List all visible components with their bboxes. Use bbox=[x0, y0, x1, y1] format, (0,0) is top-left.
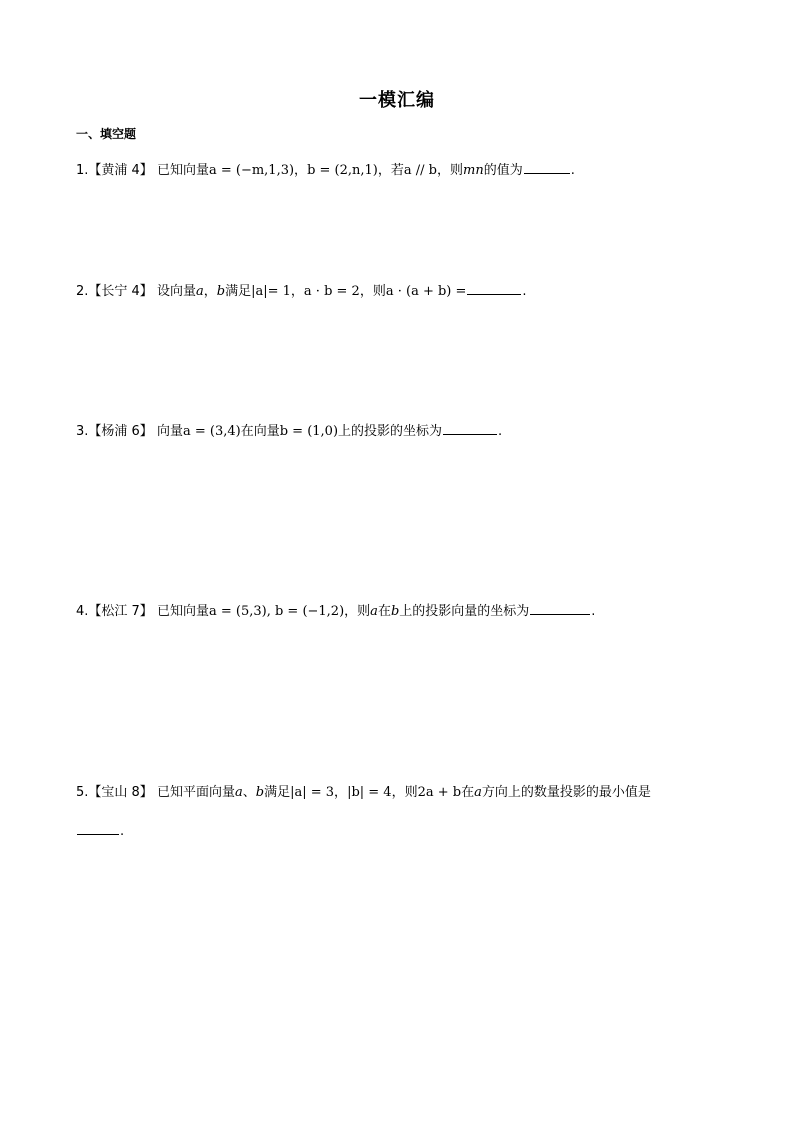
math-expression: b = (2,n,1) bbox=[307, 163, 378, 178]
math-expression: b bbox=[216, 284, 226, 299]
problem-text: ， bbox=[334, 785, 348, 800]
problem-text: ，则 bbox=[359, 284, 386, 299]
problem-source: 【松江 7】 bbox=[88, 604, 153, 619]
problem-text: 已知向量 bbox=[156, 604, 209, 619]
problem-number: 5. bbox=[76, 785, 89, 800]
answer-blank[interactable] bbox=[443, 421, 497, 435]
problem-source: 【杨浦 6】 bbox=[88, 424, 153, 439]
math-expression: a = (3,4) bbox=[182, 424, 241, 439]
math-expression: b = (1,0) bbox=[279, 424, 339, 439]
problem-text: 在 bbox=[461, 785, 475, 800]
problem-number: 2. bbox=[76, 284, 89, 299]
math-expression: a bbox=[234, 785, 243, 800]
problem-source: 【宝山 8】 bbox=[88, 785, 153, 800]
problem-text: ， bbox=[203, 284, 217, 299]
math-expression: a = (5,3), b = (−1,2) bbox=[208, 604, 345, 619]
problem-period: . bbox=[498, 424, 503, 439]
answer-blank[interactable] bbox=[467, 281, 521, 295]
math-expression: a = (−m,1,3) bbox=[208, 163, 295, 178]
problem-source: 【黄浦 4】 bbox=[88, 163, 153, 178]
math-expression: |a| = 3 bbox=[290, 785, 335, 800]
problem-text: 已知平面向量 bbox=[156, 785, 235, 800]
problem-text: ，则 bbox=[344, 604, 371, 619]
problem-1 bbox=[76, 160, 736, 181]
answer-blank[interactable] bbox=[524, 160, 570, 174]
problem-text: ，若 bbox=[377, 163, 404, 178]
problem-5 bbox=[76, 783, 736, 803]
problem-text: 上的投影向量的坐标为 bbox=[399, 604, 530, 619]
problem-text: 向量 bbox=[156, 424, 183, 439]
math-expression: 2a + b bbox=[417, 785, 462, 800]
math-expression: a · b = 2 bbox=[303, 284, 360, 299]
answer-blank[interactable] bbox=[77, 821, 119, 835]
problem-text: 在 bbox=[377, 604, 391, 619]
math-expression: a bbox=[195, 284, 204, 299]
math-expression: b bbox=[390, 604, 400, 619]
problem-number: 4. bbox=[76, 604, 89, 619]
problem-number: 1. bbox=[76, 163, 89, 178]
problem-text: ，则 bbox=[437, 163, 464, 178]
problem-5-continuation bbox=[76, 821, 124, 842]
problem-4 bbox=[76, 601, 736, 622]
problem-number: 3. bbox=[76, 424, 89, 439]
math-expression: mn bbox=[463, 163, 484, 178]
math-expression: b bbox=[255, 785, 265, 800]
problem-text: 在向量 bbox=[240, 424, 280, 439]
problem-text: ，则 bbox=[391, 785, 418, 800]
problem-text: 的值为 bbox=[483, 163, 523, 178]
problem-text: 满足 bbox=[264, 785, 291, 800]
math-expression: |b| = 4 bbox=[347, 785, 392, 800]
problem-3 bbox=[76, 421, 736, 442]
problem-text: 上的投影的坐标为 bbox=[338, 424, 443, 439]
problem-text: 满足 bbox=[225, 284, 252, 299]
problem-text: ， bbox=[290, 284, 304, 299]
math-expression: a bbox=[370, 604, 378, 619]
problem-period: . bbox=[120, 824, 125, 839]
answer-blank[interactable] bbox=[530, 601, 590, 615]
document-title: 一模汇编 bbox=[359, 90, 435, 111]
problem-text: ， bbox=[294, 163, 308, 178]
math-expression: a · (a + b) = bbox=[385, 284, 467, 299]
math-expression: |a|= 1 bbox=[251, 284, 291, 299]
problem-2 bbox=[76, 281, 736, 302]
math-expression: a // b bbox=[403, 163, 437, 178]
problem-text: 设向量 bbox=[156, 284, 196, 299]
problem-period: . bbox=[570, 163, 575, 178]
problem-text: 、 bbox=[242, 785, 256, 800]
problem-text: 方向上的数量投影的最小值是 bbox=[481, 785, 651, 800]
problem-text: 已知向量 bbox=[156, 163, 209, 178]
section-heading: 一、填空题 bbox=[76, 127, 137, 141]
math-expression: a bbox=[474, 785, 482, 800]
problem-period: . bbox=[522, 284, 527, 299]
problem-period: . bbox=[591, 604, 596, 619]
problem-source: 【长宁 4】 bbox=[88, 284, 153, 299]
